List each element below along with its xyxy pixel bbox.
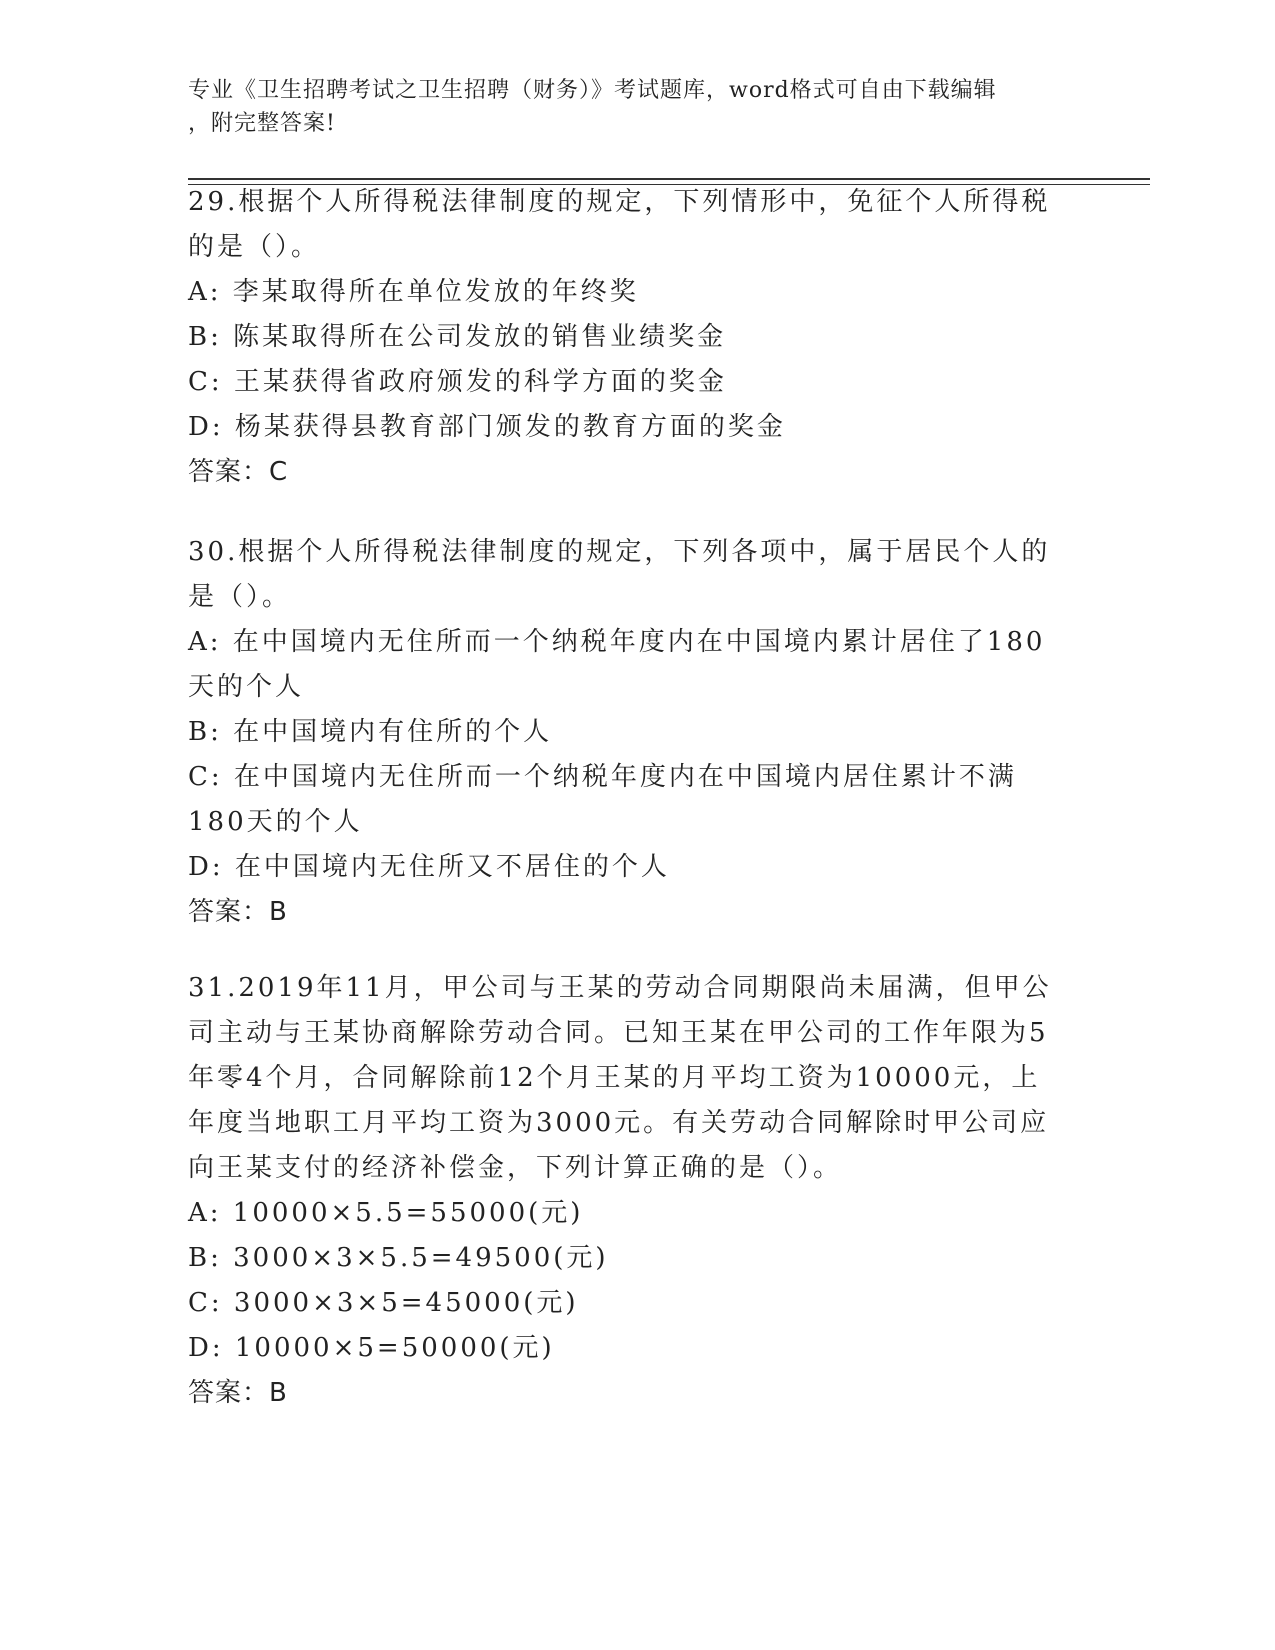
option-a: A: 李某取得所在单位发放的年终奖 xyxy=(188,277,639,307)
question-stem: 30.根据个人所得税法律制度的规定，下列各项中，属于居民个人的是（）。 xyxy=(188,537,1051,612)
option-b: B: 在中国境内有住所的个人 xyxy=(188,717,553,747)
option-d: D: 杨某获得县教育部门颁发的教育方面的奖金 xyxy=(188,412,786,442)
question-30 xyxy=(188,530,1068,935)
answer-line: 答案：B xyxy=(188,897,288,927)
option-b: B: 3000×3×5.5=49500(元) xyxy=(188,1243,609,1273)
option-d: D: 10000×5=50000(元) xyxy=(188,1333,555,1363)
question-stem: 29.根据个人所得税法律制度的规定，下列情形中，免征个人所得税的是（）。 xyxy=(188,187,1051,262)
document-header xyxy=(188,74,1068,140)
option-c: C: 在中国境内无住所而一个纳税年度内在中国境内居住累计不满180天的个人 xyxy=(188,762,1017,837)
option-a: A: 10000×5.5=55000(元) xyxy=(188,1198,584,1228)
option-a: A: 在中国境内无住所而一个纳税年度内在中国境内累计居住了180天的个人 xyxy=(188,627,1046,702)
answer-line: 答案：C xyxy=(188,457,289,487)
question-stem: 31.2019年11月，甲公司与王某的劳动合同期限尚未届满，但甲公司主动与王某协商解除劳动合同。已知王某在甲公司的工作年限为5年零4个月，合同解除前12个月王某的月平均工资为10000元，上年度当地职工月平均工资为3000元。有关劳动合同解除时甲公司应向王某支付的经济补偿金，下列计算正确的是（）。 xyxy=(188,973,1052,1183)
option-b: B: 陈某取得所在公司发放的销售业绩奖金 xyxy=(188,322,727,352)
header-line-2: ，附完整答案! xyxy=(188,111,336,136)
option-c: C: 3000×3×5=45000(元) xyxy=(188,1288,579,1318)
answer-line: 答案：B xyxy=(188,1378,288,1408)
option-d: D: 在中国境内无住所又不居住的个人 xyxy=(188,852,670,882)
question-29 xyxy=(188,180,1068,495)
question-31 xyxy=(188,966,1068,1416)
header-line-1: 专业《卫生招聘考试之卫生招聘（财务）》考试题库，word格式可自由下载编辑 xyxy=(188,78,997,103)
option-c: C: 王某获得省政府颁发的科学方面的奖金 xyxy=(188,367,727,397)
